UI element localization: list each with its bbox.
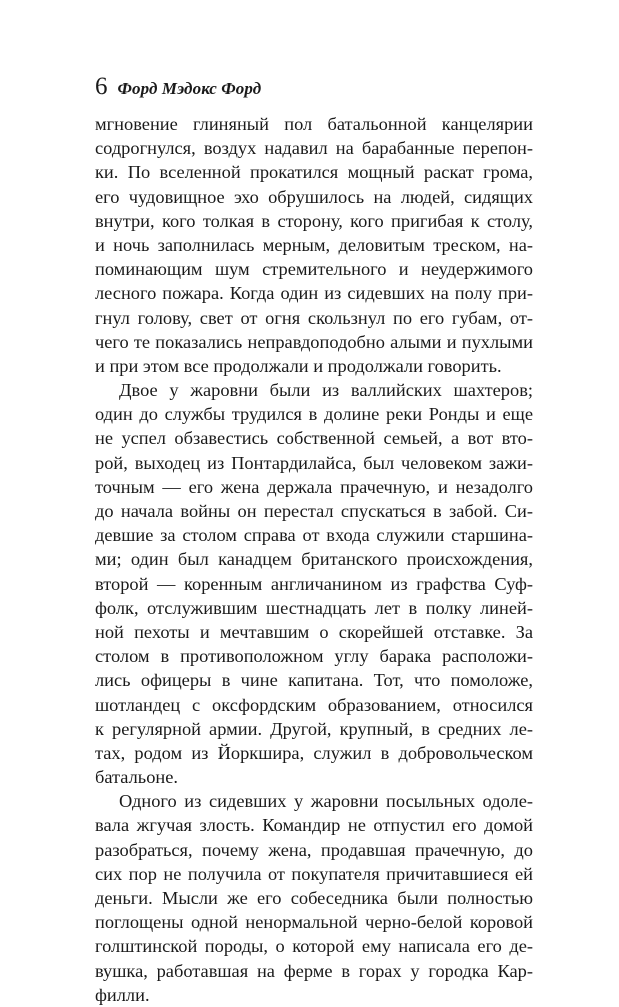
text-line: ки. По вселенной прокатился мощный раскат грома, bbox=[95, 162, 533, 183]
paragraph-2 bbox=[95, 378, 533, 789]
page-number: 6 bbox=[95, 73, 108, 100]
text-line: поминающим шум стремительного и неудержимого bbox=[95, 259, 533, 280]
text-line: поглощены одной ненормальной черно-белой коровой bbox=[95, 912, 533, 933]
text-line: второй — коренным англичанином из графства Суф- bbox=[95, 573, 533, 594]
text-line: столом в противоположном углу барака расположи- bbox=[95, 646, 533, 667]
text-line: чего те показались неправдоподобно алыми и пухлыми bbox=[95, 331, 533, 352]
page-header bbox=[95, 72, 261, 102]
text-line: Двое у жаровни были из валлийских шахтеров; bbox=[119, 380, 533, 401]
paragraph-3 bbox=[95, 789, 533, 1007]
text-line: батальоне. bbox=[95, 767, 178, 788]
text-line: мгновение глиняный пол батальонной канцелярии bbox=[95, 114, 533, 134]
text-line: рой, выходец из Понтардилайса, был человеком зажи- bbox=[95, 452, 533, 473]
text-line: не успел обзавестись собственной семьей, а вот вто- bbox=[95, 428, 533, 449]
text-line: разобраться, почему жена, продавшая прачечную, до bbox=[95, 839, 533, 860]
text-line: точным — его жена держала прачечную, и незадолго bbox=[95, 476, 533, 497]
text-line: вала жгучая злость. Командир не отпустил его домой bbox=[95, 815, 533, 836]
text-line: внутри, кого толкая в сторону, кого пригибая к столу, bbox=[95, 210, 533, 231]
text-line: девшие за столом справа от входа служили старшина- bbox=[95, 525, 533, 546]
text-line: филли. bbox=[95, 984, 150, 1005]
text-line: один до службы трудился в долине реки Ронды и еще bbox=[95, 404, 533, 425]
text-line: тах, родом из Йоркшира, служил в добровольческом bbox=[95, 742, 533, 763]
body-text bbox=[95, 112, 533, 1007]
text-line: вушка, работавшая на ферме в горах у городка Кар- bbox=[95, 960, 533, 981]
text-line: сих пор не получила от покупателя причитавшиеся ей bbox=[95, 863, 533, 884]
text-line: голштинской породы, о которой ему написала его де- bbox=[95, 936, 533, 957]
text-line: гнул голову, свет от огня скользнул по его губам, от- bbox=[95, 307, 533, 328]
text-line: содрогнулся, воздух надавил на барабанные перепон- bbox=[95, 138, 533, 159]
text-line: к регулярной армии. Другой, крупный, в средних ле- bbox=[95, 718, 533, 739]
text-line: фолк, отслужившим шестнадцать лет в полку линей- bbox=[95, 597, 533, 618]
text-line: деньги. Мысли же его собеседника были полностью bbox=[95, 888, 533, 908]
running-head: Форд Мэдокс Форд bbox=[117, 79, 262, 98]
text-line: лесного пожара. Когда один из сидевших на полу при- bbox=[95, 283, 533, 304]
text-line: до начала войны он перестал спускаться в забой. Си- bbox=[95, 501, 533, 521]
text-line: и ночь заполнилась мерным, деловитым треском, на- bbox=[95, 234, 533, 255]
text-line: его чудовищное эхо обрушилось на людей, сидящих bbox=[95, 186, 533, 207]
paragraph-1 bbox=[95, 112, 533, 378]
text-line: и при этом все продолжали и продолжали говорить. bbox=[95, 355, 502, 376]
text-line: шотландец с оксфордским образованием, относился bbox=[95, 694, 533, 715]
text-line: ми; один был канадцем британского происхождения, bbox=[95, 549, 533, 570]
text-line: Одного из сидевших у жаровни посыльных одоле- bbox=[119, 791, 533, 812]
text-line: лись офицеры в чине капитана. Тот, что помоложе, bbox=[95, 670, 533, 691]
text-line: ной пехоты и мечтавшим о скорейшей отставке. За bbox=[95, 621, 533, 642]
